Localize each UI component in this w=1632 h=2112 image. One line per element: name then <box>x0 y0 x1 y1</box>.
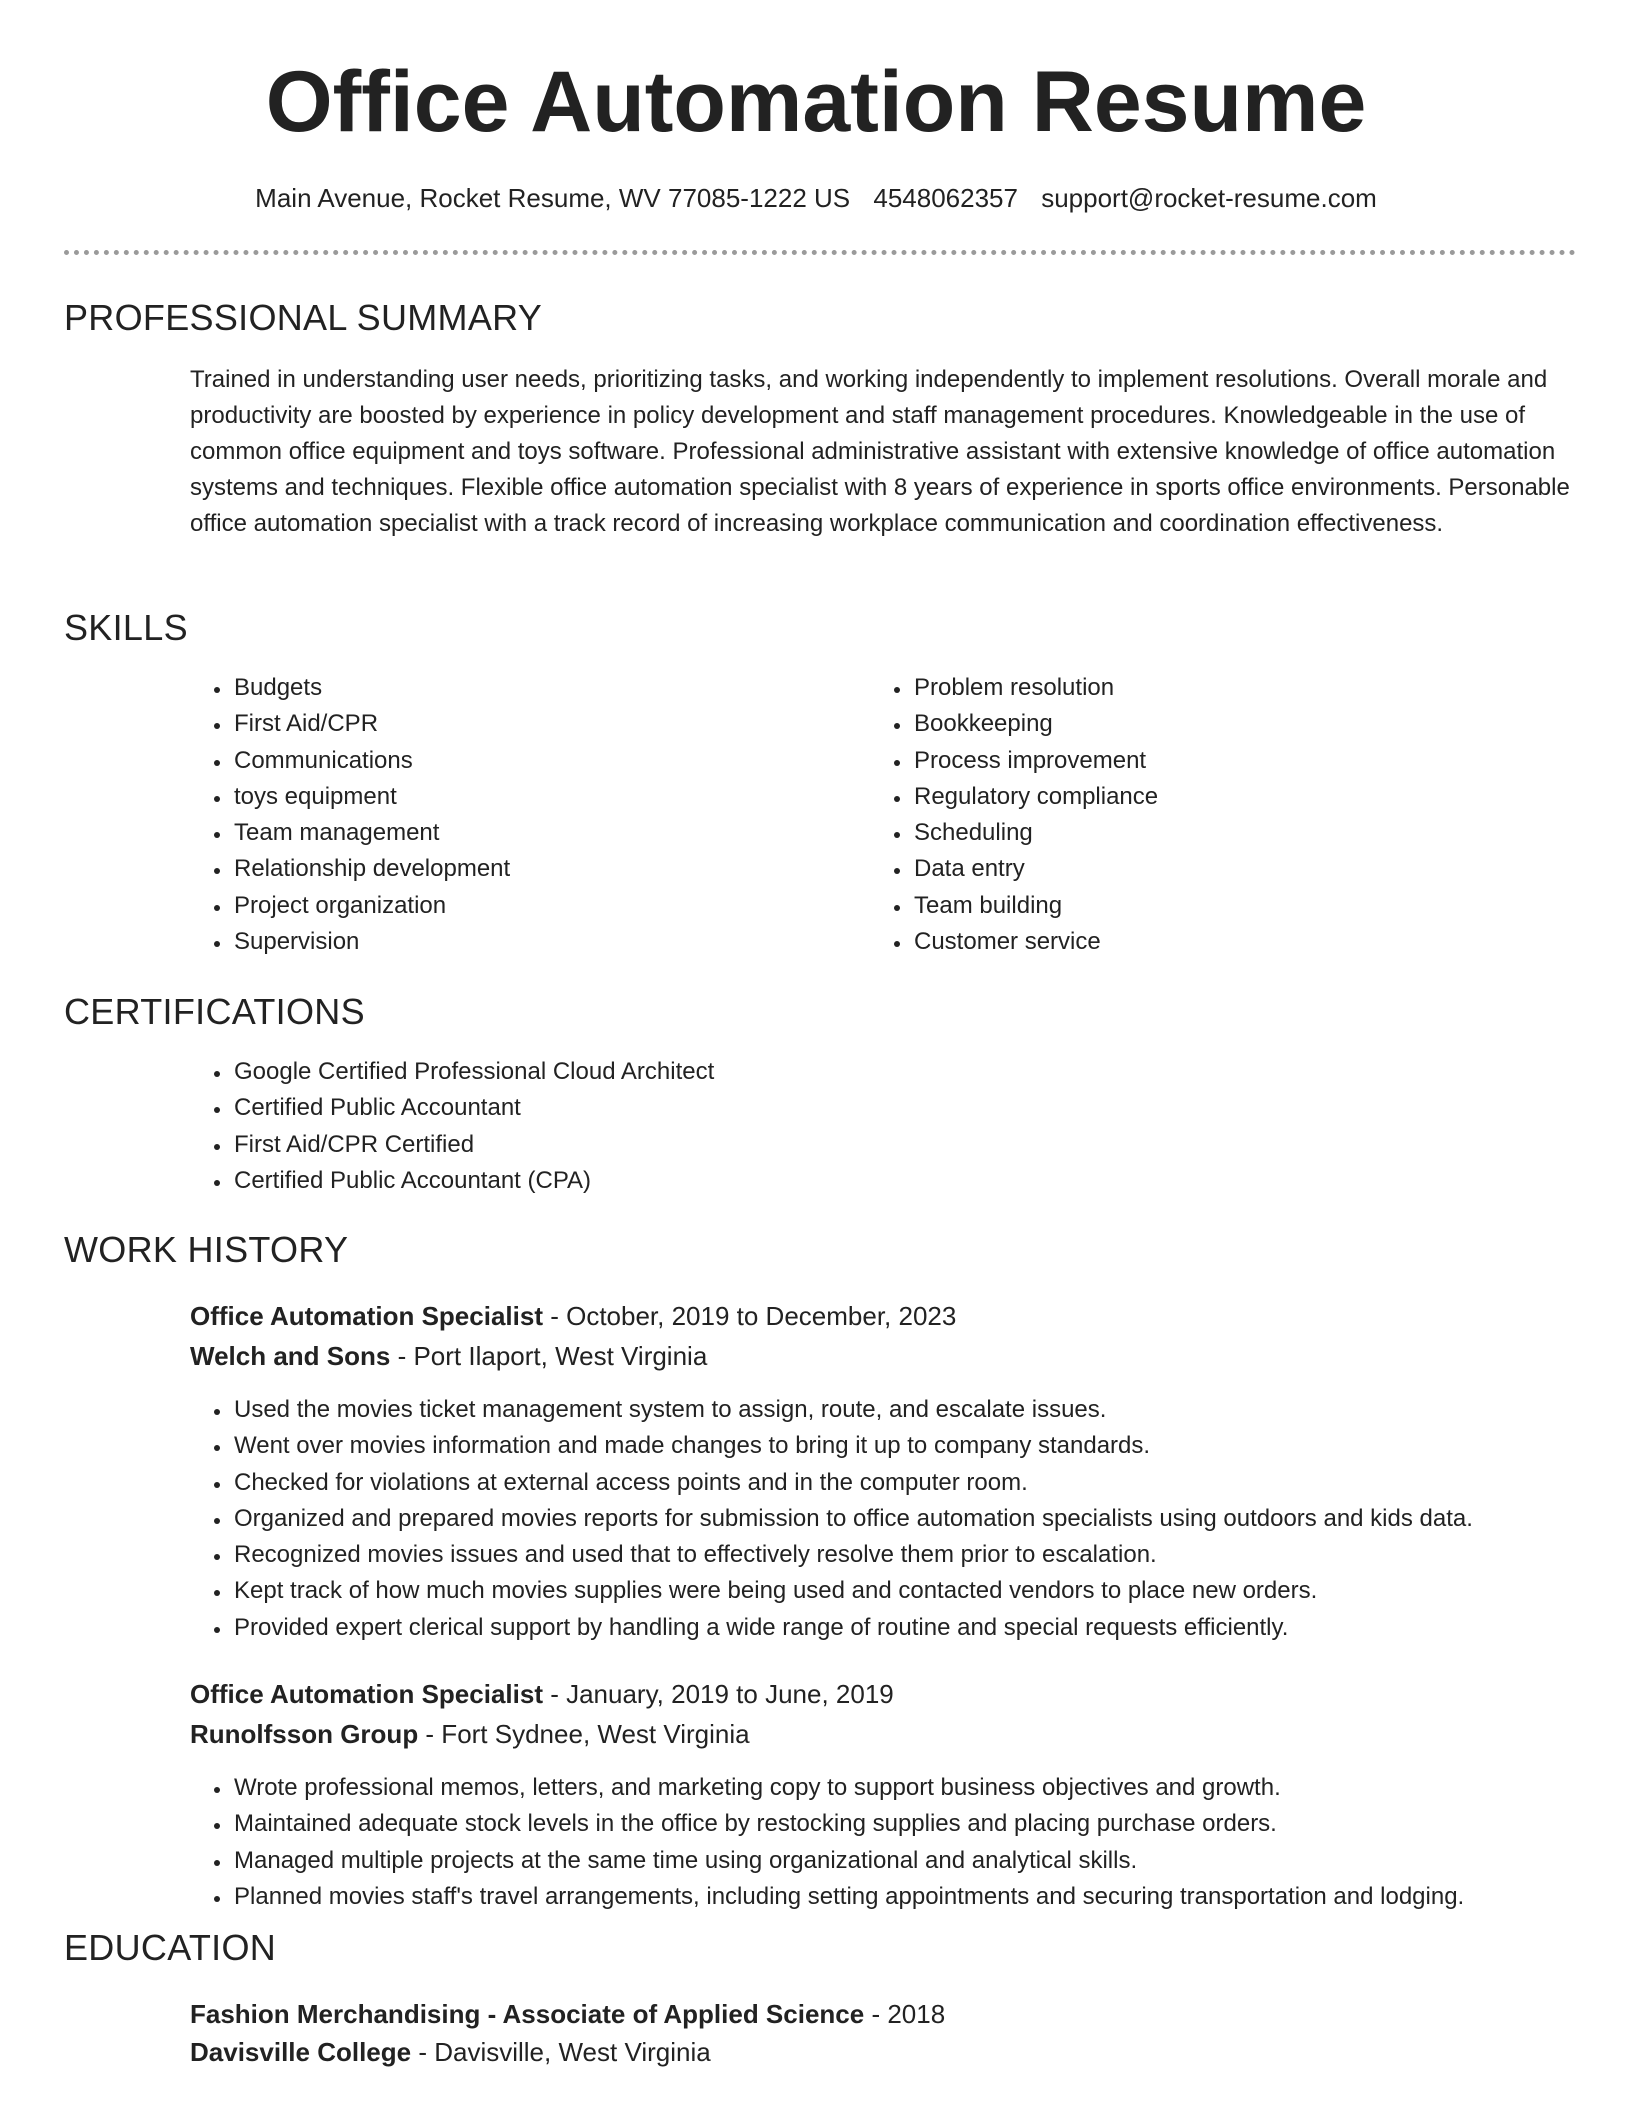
skill-item: • Bookkeeping <box>912 706 1532 742</box>
education-location: - Davisville, West Virginia <box>411 2037 711 2067</box>
job-bullet: • Managed multiple projects at the same time using organizational and analytical skills. <box>232 1843 1632 1879</box>
job-company-line <box>190 1714 750 1754</box>
job-title: Office Automation Specialist <box>190 1679 543 1709</box>
job-bullet: • Maintained adequate stock levels in the office by restocking supplies and placing purchase orders. <box>232 1806 1632 1842</box>
job-bullets <box>190 1392 1632 1646</box>
skill-item: • Communications <box>232 743 852 779</box>
skill-item: • Supervision <box>232 924 852 960</box>
certification-item: • Certified Public Accountant <box>232 1090 1612 1126</box>
education-school-line <box>190 2032 711 2072</box>
resume-title: Office Automation Resume <box>265 54 1367 150</box>
skill-item: • Relationship development <box>232 851 852 887</box>
job-bullet: • Went over movies information and made changes to bring it up to company standards. <box>232 1428 1632 1464</box>
job-bullet: • Kept track of how much movies supplies were being used and contacted vendors to place new orders. <box>232 1573 1632 1609</box>
certification-item: • Certified Public Accountant (CPA) <box>232 1163 1612 1199</box>
skill-item: • Budgets <box>232 670 852 706</box>
contact-line <box>0 180 1632 216</box>
skill-item: • Team management <box>232 815 852 851</box>
job-bullet: • Wrote professional memos, letters, and marketing copy to support business objectives and growth. <box>232 1770 1632 1806</box>
job-bullet: • Organized and prepared movies reports for submission to office automation specialists using outdoors and kids data. <box>232 1501 1632 1537</box>
skill-item: • Problem resolution <box>912 670 1532 706</box>
contact-address: Main Avenue, Rocket Resume, WV 77085-1222 US <box>255 183 851 213</box>
job-bullet: • Checked for violations at external access points and in the computer room. <box>232 1465 1632 1501</box>
job-company: Runolfsson Group <box>190 1719 419 1749</box>
work-history-heading: WORK HISTORY <box>64 1229 349 1270</box>
education-degree-line <box>190 1994 945 2034</box>
job-location: - Fort Sydnee, West Virginia <box>418 1719 750 1749</box>
skills-list-left <box>190 670 852 960</box>
summary-text: Trained in understanding user needs, prioritizing tasks, and working independently to implement resolutions. Overall morale and productivity are boosted by experience in policy development and staff management procedures. Knowledgeable in the use of common office equipment and toys software. Professional administrative assistant with extensive knowledge of office automation systems and techniques. Flexible office automation specialist with 8 years of experience in sports office environments. Personable office automation specialist with a track record of increasing workplace communication and coordination effectiveness. <box>190 366 1570 537</box>
summary-heading: PROFESSIONAL SUMMARY <box>64 297 543 338</box>
job-company: Welch and Sons <box>190 1341 391 1371</box>
skill-item: • First Aid/CPR <box>232 706 852 742</box>
job-title-line <box>190 1296 956 1336</box>
certification-item: • First Aid/CPR Certified <box>232 1127 1612 1163</box>
skill-item: • Project organization <box>232 888 852 924</box>
education-year: - 2018 <box>864 1999 946 2029</box>
job-bullet: • Recognized movies issues and used that to effectively resolve them prior to escalation. <box>232 1537 1632 1573</box>
certifications-list <box>190 1054 1612 1199</box>
job-bullet: • Planned movies staff's travel arrangements, including setting appointments and securing transportation and lodging. <box>232 1879 1632 1915</box>
education-school: Davisville College <box>190 2037 412 2067</box>
job-bullet: • Provided expert clerical support by handling a wide range of routine and special requests efficiently. <box>232 1610 1632 1646</box>
skill-item: • Data entry <box>912 851 1532 887</box>
skills-list-right <box>870 670 1532 960</box>
certifications-heading: CERTIFICATIONS <box>64 991 365 1032</box>
job-dates: - October, 2019 to December, 2023 <box>542 1301 957 1331</box>
skills-heading: SKILLS <box>64 607 188 648</box>
education-heading: EDUCATION <box>64 1927 277 1968</box>
job-bullet: • Used the movies ticket management system to assign, route, and escalate issues. <box>232 1392 1632 1428</box>
header-divider <box>64 250 1576 255</box>
skill-item: • Team building <box>912 888 1532 924</box>
skill-item: • Process improvement <box>912 743 1532 779</box>
job-title: Office Automation Specialist <box>190 1301 543 1331</box>
certification-item: • Google Certified Professional Cloud Architect <box>232 1054 1612 1090</box>
skill-item: • Regulatory compliance <box>912 779 1532 815</box>
job-location: - Port Ilaport, West Virginia <box>390 1341 708 1371</box>
skill-item: • Scheduling <box>912 815 1532 851</box>
skill-item: • toys equipment <box>232 779 852 815</box>
job-company-line <box>190 1336 707 1376</box>
education-degree: Fashion Merchandising - Associate of Applied Science <box>190 1999 865 2029</box>
job-bullets <box>190 1770 1632 1915</box>
contact-phone: 4548062357 <box>873 183 1018 213</box>
job-title-line <box>190 1674 894 1714</box>
job-dates: - January, 2019 to June, 2019 <box>542 1679 894 1709</box>
contact-email: support@rocket-resume.com <box>1041 183 1377 213</box>
skill-item: • Customer service <box>912 924 1532 960</box>
